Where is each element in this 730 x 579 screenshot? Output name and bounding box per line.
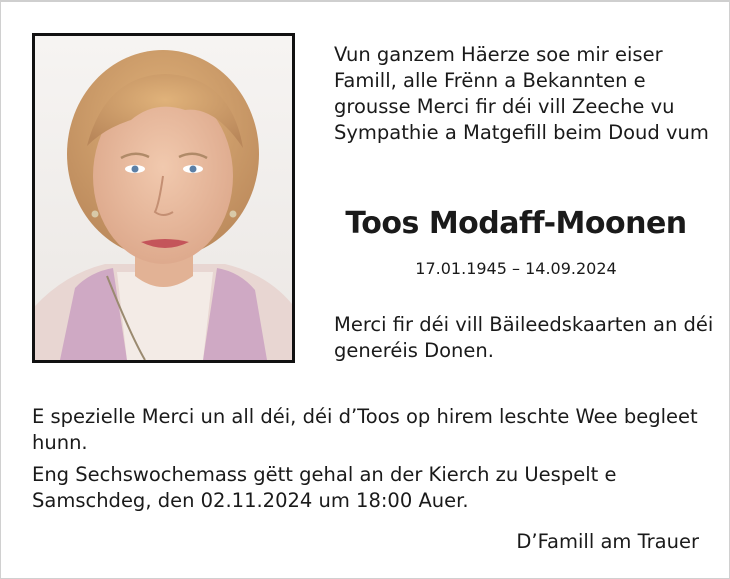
portrait-photo	[32, 33, 295, 363]
deceased-name: Toos Modaff-Moonen	[345, 206, 687, 241]
portrait-image	[35, 36, 292, 360]
family-signature: D’Famill am Trauer	[516, 530, 699, 553]
thanks-cards-text: Merci fir déi vill Bäileedskaarten an déi generéis Donen.	[334, 313, 714, 362]
intro-text: Vun ganzem Häerze soe mir eiser Famill, alle Frënn a Bekannten e grousse Merci fir déi vill Zeeche vu Sympathie a Matgefill beim Doud vum	[334, 43, 709, 144]
mass-info-text: Eng Sechswochemass gëtt gehal an der Kierch zu Uespelt e Samschdeg, den 02.11.2024 um 18:00 Auer.	[32, 463, 617, 512]
thanks-special-text: E spezielle Merci un all déi, déi d’Toos op hirem leschte Wee begleet hunn.	[32, 405, 698, 454]
life-dates: 17.01.1945 – 14.09.2024	[415, 259, 617, 278]
